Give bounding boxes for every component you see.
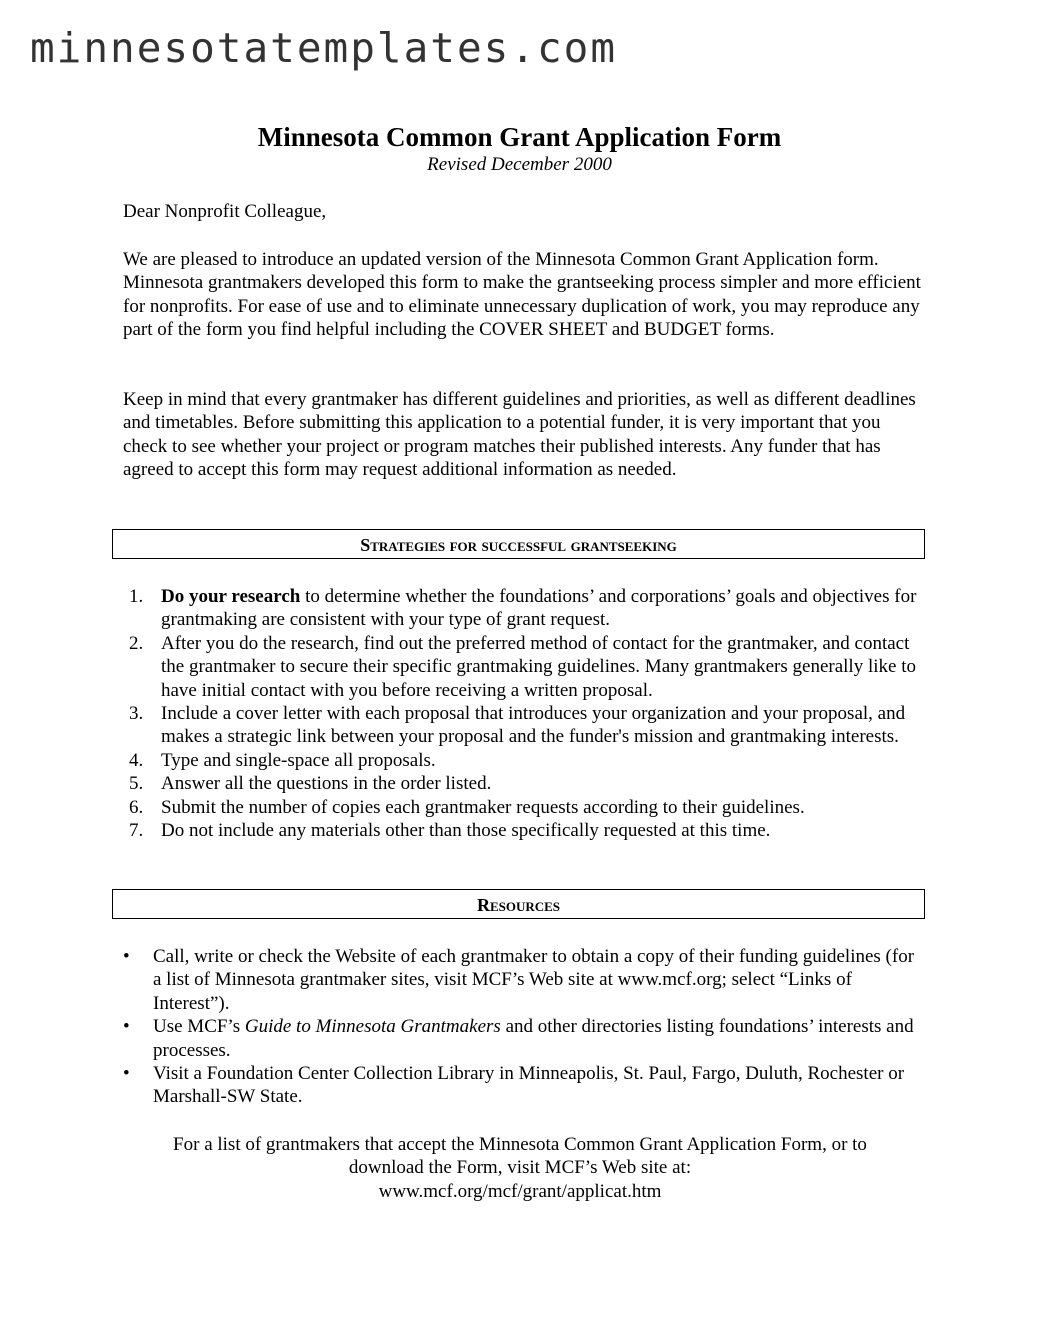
list-item bbox=[118, 1062, 918, 1109]
strategies-list bbox=[123, 585, 923, 842]
list-item bbox=[123, 819, 923, 842]
list-item bbox=[118, 1015, 918, 1062]
list-item bbox=[123, 702, 923, 749]
bullet-icon: • bbox=[123, 1016, 130, 1038]
resources-heading-initial: R bbox=[476, 895, 490, 915]
item-number: 2. bbox=[129, 632, 144, 654]
list-item bbox=[123, 749, 923, 772]
item-text: Visit a Foundation Center Collection Library in Minneapolis, St. Paul, Fargo, Duluth, Rochester or Marshall-SW State. bbox=[153, 1063, 905, 1108]
item-text: Submit the number of copies each grantmaker requests according to their guidelines. bbox=[161, 796, 805, 818]
item-number: 4. bbox=[129, 749, 144, 771]
bullet-icon: • bbox=[123, 946, 130, 967]
item-text: to determine whether the foundations’ and corporations’ goals and objectives for grantmaking are consistent with your type of grant request. bbox=[161, 586, 917, 631]
greeting: Dear Nonprofit Colleague, bbox=[123, 201, 327, 222]
item-italic-text: Guide to Minnesota Grantmakers bbox=[244, 1016, 501, 1038]
item-text: Do not include any materials other than those specifically requested at this time. bbox=[161, 820, 771, 842]
closing-note bbox=[120, 1133, 920, 1203]
strategies-heading-text: trategies for successful grantseeking bbox=[370, 535, 677, 555]
resources-list bbox=[118, 945, 918, 1109]
item-number: 1. bbox=[129, 586, 144, 607]
list-item bbox=[123, 796, 923, 819]
item-number: 5. bbox=[129, 773, 144, 795]
list-item bbox=[123, 585, 923, 632]
item-number: 3. bbox=[129, 703, 144, 725]
list-item bbox=[123, 632, 923, 702]
bullet-icon: • bbox=[123, 1063, 130, 1085]
intro-paragraph: We are pleased to introduce an updated version of the Minnesota Common Grant Application form. Minnesota grantmakers developed this form to make the grantseeking process simpler and more efficient for nonprofits. For ease of use and to eliminate unnecessary duplication of work, you may reproduce any part of the form you find helpful including the COVER SHEET and BUDGET forms. bbox=[123, 249, 921, 341]
guidelines-paragraph: Keep in mind that every grantmaker has different guidelines and priorities, as well as different deadlines and timetables. Before submitting this application to a potential funder, it is very important that you check to see whether your project or program matches their published interests. Any funder that has agreed to accept this form may request additional information as needed. bbox=[123, 389, 916, 481]
item-number: 6. bbox=[129, 796, 144, 818]
item-text: Include a cover letter with each proposal that introduces your organization and your proposal, and makes a strategic link between your proposal and the funder's mission and grantmaking interests. bbox=[161, 703, 906, 748]
item-bold-text: Do your research bbox=[161, 586, 301, 607]
document-title: Minnesota Common Grant Application Form bbox=[257, 122, 782, 152]
closing-line-2: download the Form, visit MCF’s Web site at: bbox=[348, 1157, 692, 1179]
item-number: 7. bbox=[129, 820, 144, 842]
list-item bbox=[123, 772, 923, 795]
item-text: Answer all the questions in the order listed. bbox=[161, 773, 492, 795]
resources-heading bbox=[112, 889, 925, 919]
list-item bbox=[118, 945, 918, 1015]
resources-heading-text: esources bbox=[489, 895, 561, 915]
item-text: Call, write or check the Website of each grantmaker to obtain a copy of their funding guidelines (for a list of Minnesota grantmaker sites, visit MCF’s Web site at www.mcf.org; select “Links of Interest”). bbox=[153, 946, 915, 1014]
closing-url: www.mcf.org/mcf/grant/applicat.htm bbox=[378, 1180, 662, 1202]
item-text: After you do the research, find out the preferred method of contact for the grantmaker, and contact the grantmaker to secure their specific grantmaking guidelines. Many grantmakers generally like to have initial contact with you before receiving a written proposal. bbox=[161, 632, 916, 701]
item-text-after: and other directories listing foundations’ interests and processes. bbox=[153, 1016, 914, 1061]
site-watermark: minnesotatemplates.com bbox=[30, 24, 618, 72]
strategies-heading bbox=[112, 529, 925, 559]
item-text: Type and single-space all proposals. bbox=[161, 749, 436, 771]
item-text: Use MCF’s bbox=[153, 1016, 245, 1038]
document-subtitle: Revised December 2000 bbox=[427, 154, 612, 175]
strategies-heading-initial: S bbox=[360, 535, 371, 555]
closing-line-1: For a list of grantmakers that accept the Minnesota Common Grant Application Form, or to bbox=[173, 1134, 867, 1155]
